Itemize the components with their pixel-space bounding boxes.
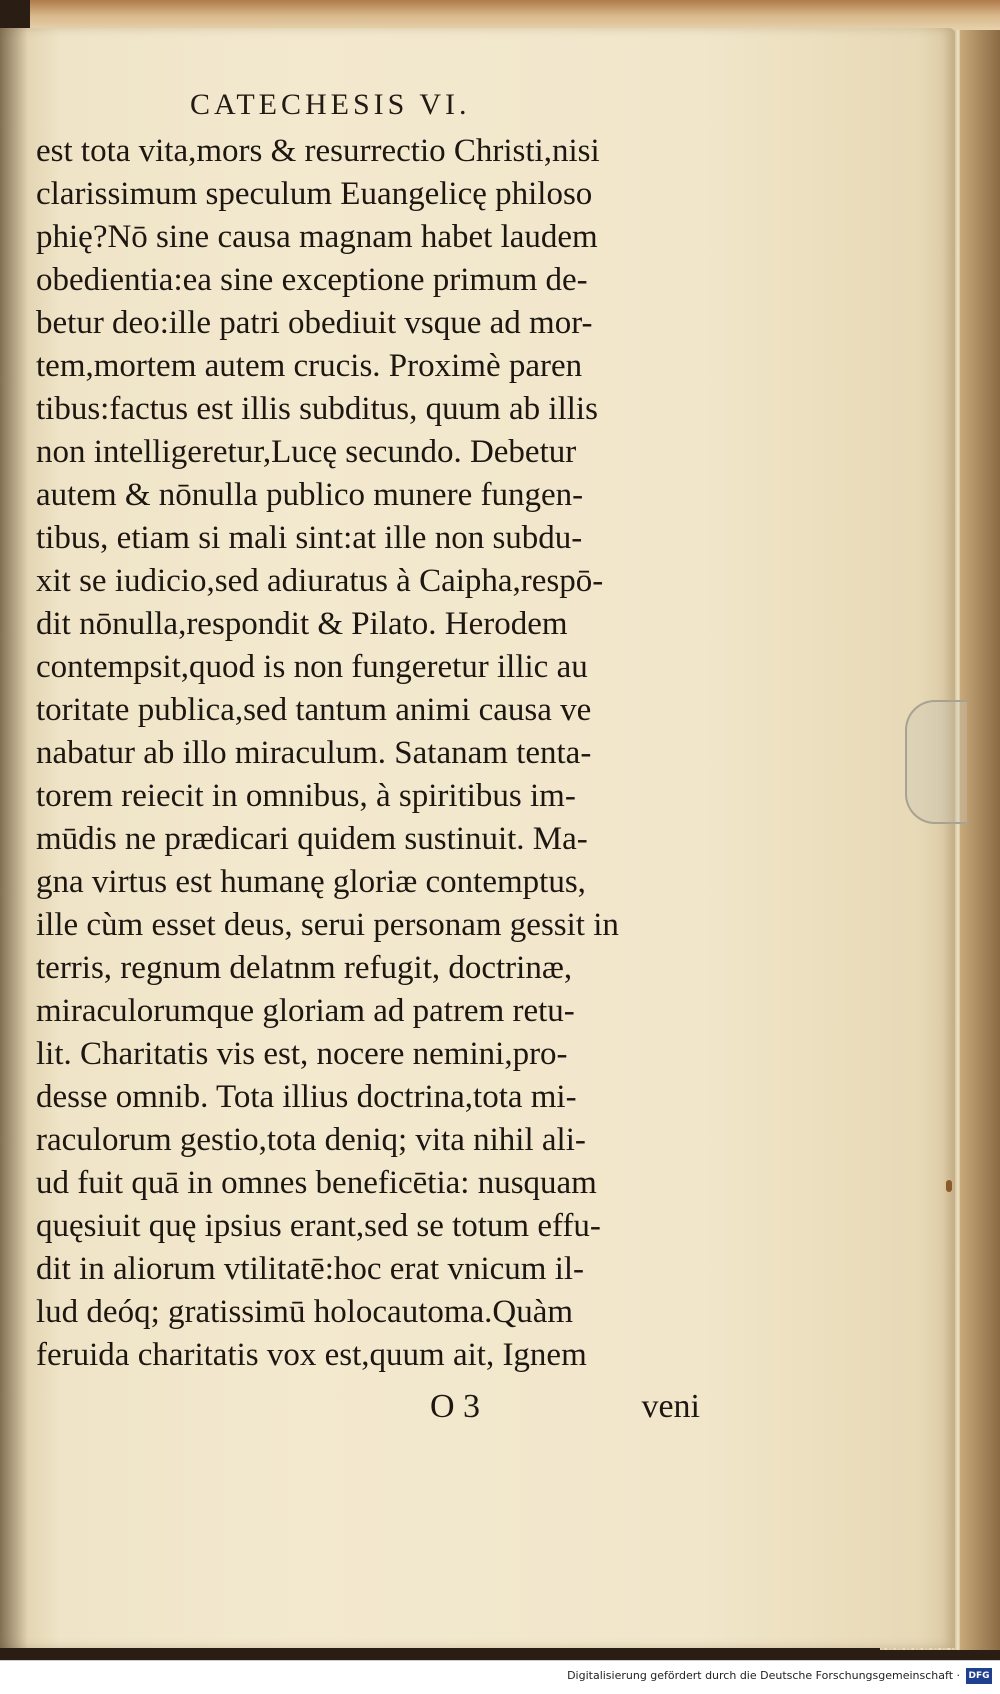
text-line: betur deo:ille patri obediuit vsque ad mor- (36, 305, 593, 341)
text-line: xit se iudicio,sed adiuratus à Caipha,respō- (36, 563, 604, 599)
text-line: desse omnib. Tota illius doctrina,tota mi- (36, 1079, 577, 1115)
text-line: dit in aliorum vtilitatē:hoc erat vnicum il- (36, 1251, 585, 1287)
text-line: lit. Charitatis vis est, nocere nemini,pro- (36, 1036, 568, 1072)
running-head: CATECHESIS VI. (190, 88, 471, 121)
text-line: gna virtus est humanę gloriæ contemptus, (36, 864, 586, 900)
text-line: mūdis ne prædicari quidem sustinuit. Ma- (36, 821, 588, 857)
text-line: dit nōnulla,respondit & Pilato. Herodem (36, 606, 568, 642)
text-line: ille cùm esset deus, serui personam gessit in (36, 907, 619, 943)
text-line: tibus:factus est illis subditus, quum ab illis (36, 391, 598, 427)
text-line: lud deóq; gratissimū holocautoma.Quàm (36, 1294, 574, 1330)
text-line: contempsit,quod is non fungeretur illic au (36, 649, 588, 685)
text-line: phię?Nō sine causa magnam habet laudem (36, 219, 598, 255)
text-line: non intelligeretur,Lucę secundo. Debetur (36, 434, 577, 470)
signature-mark: O 3 (430, 1388, 481, 1425)
text-line: miraculorumque gloriam ad patrem retu- (36, 993, 575, 1029)
text-line: quęsiuit quę ipsius erant,sed se totum effu- (36, 1208, 601, 1244)
text-line: obedientia:ea sine exceptione primum de- (36, 262, 588, 298)
text-line: tem,mortem autem crucis. Proximè paren (36, 348, 583, 384)
catchword: veni (641, 1388, 700, 1425)
text-line: raculorum gestio,tota deniq; vita nihil ali- (36, 1122, 586, 1158)
text-line: toritate publica,sed tantum animi causa ve (36, 692, 592, 728)
gutter-shadow (0, 28, 28, 1648)
credit-footer (0, 1660, 1000, 1694)
body-text (36, 130, 716, 1377)
text-line: torem reiecit in omnibus, à spiritibus im- (36, 778, 576, 814)
text-line: autem & nōnulla publico munere fungen- (36, 477, 584, 513)
page-clip (905, 700, 967, 824)
text-line: feruida charitatis vox est,quum ait, Ignem (36, 1337, 587, 1373)
text-line: tibus, etiam si mali sint:at ille non subdu- (36, 520, 583, 556)
book-fore-edge (960, 30, 1000, 1650)
margin-mark (946, 1180, 952, 1192)
text-line: terris, regnum delatnm refugit, doctrinæ, (36, 950, 573, 986)
text-line: ud fuit quā in omnes beneficētia: nusquam (36, 1165, 597, 1201)
text-line: est tota vita,mors & resurrectio Christi,nisi (36, 133, 600, 169)
funding-credit: Digitalisierung gefördert durch die Deutsche Forschungsgemeinschaft · (567, 1669, 960, 1682)
text-line: nabatur ab illo miraculum. Satanam tenta- (36, 735, 592, 771)
text-line: clarissimum speculum Euangelicę philoso (36, 176, 593, 212)
dfg-logo-icon: DFG (966, 1668, 992, 1684)
page-foot (430, 1388, 700, 1434)
